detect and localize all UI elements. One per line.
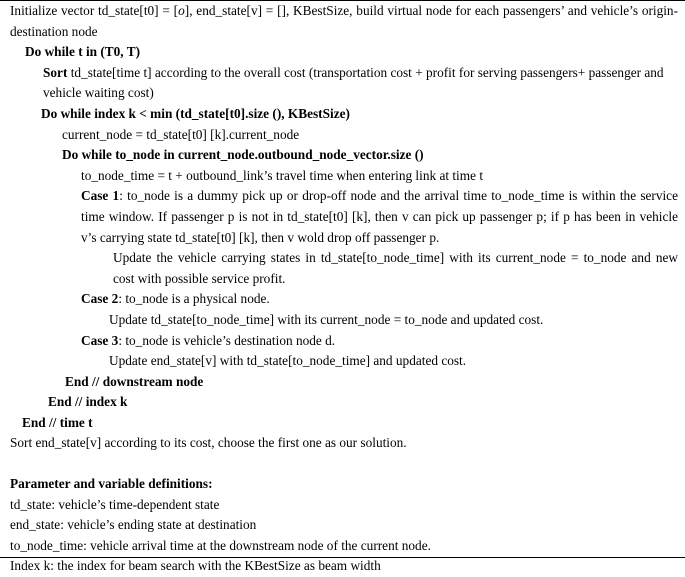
do-while-node: Do while to_node in current_node.outbound_node_vector.size (): [62, 147, 424, 163]
case2-keyword: Case 2: [81, 291, 119, 307]
case2-update-line: Update td_state[to_node_time] with its current_node = to_node and updated cost.: [109, 311, 544, 327]
spacer: [10, 454, 678, 474]
definition-item: Index k: the index for beam search with the KBestSize as beam width: [10, 558, 381, 574]
end-node-line: End // downstream node: [65, 373, 204, 389]
current-node-line: current_node = td_state[t0] [k].current_node: [62, 126, 300, 142]
init-line: [10, 1, 678, 42]
definition-item: td_state: vehicle’s time-dependent state: [10, 496, 220, 512]
init-text-b: ], end_state[v] = [], KBestSize, build virtual node for each passengers’ and vehicle’s origin-destination node: [10, 3, 679, 39]
do-while-time: Do while t in (T0, T): [25, 44, 141, 60]
init-text-o: o: [178, 3, 185, 18]
case2-line: [10, 289, 678, 310]
bottom-rule: [0, 557, 685, 558]
sort-line: [10, 63, 678, 104]
case1-line: [10, 186, 678, 248]
end-time-line: End // time t: [22, 414, 93, 430]
sort-keyword: Sort: [43, 64, 68, 80]
init-text-a: Initialize vector td_state[t0] = [: [10, 3, 179, 18]
algorithm-body: [10, 1, 678, 577]
case1-update-line: Update the vehicle carrying states in td_state[to_node_time] with its current_node = to_node and new cost with possible service profit.: [113, 250, 678, 286]
case3-line: [10, 331, 678, 352]
definition-item: end_state: vehicle’s ending state at destination: [10, 517, 257, 533]
case3-update-line: Update end_state[v] with td_state[to_node_time] and updated cost.: [109, 353, 467, 369]
case1-keyword: Case 1: [81, 188, 120, 204]
do-while-index: Do while index k < min (td_state[t0].size (), KBestSize): [41, 105, 350, 121]
case3-keyword: Case 3: [81, 332, 119, 348]
end-index-line: End // index k: [48, 394, 128, 410]
definitions-heading: Parameter and variable definitions:: [10, 476, 213, 492]
to-node-time-line: to_node_time = t + outbound_link’s travel time when entering link at time t: [81, 167, 484, 183]
case1-text: : to_node is a dummy pick up or drop-off node and the arrival time to_node_time is within the service time window. If passenger p is not in td_state[t0] [k], then v can pick up passenger p; if p has been in vehicle v’s carrying state td_state[t0] [k], then v wold drop off passenger p.: [81, 188, 678, 245]
definition-item: to_node_time: vehicle arrival time at the downstream node of the current node.: [10, 537, 431, 553]
sort-text: td_state[time t] according to the overall cost (transportation cost + profit for serving passengers+ passenger and vehicle waiting cost): [43, 64, 664, 101]
sort-end-line: Sort end_state[v] according to its cost, choose the first one as our solution.: [10, 435, 407, 451]
case3-text: : to_node is vehicle’s destination node d.: [118, 332, 336, 348]
case2-text: : to_node is a physical node.: [118, 291, 270, 307]
